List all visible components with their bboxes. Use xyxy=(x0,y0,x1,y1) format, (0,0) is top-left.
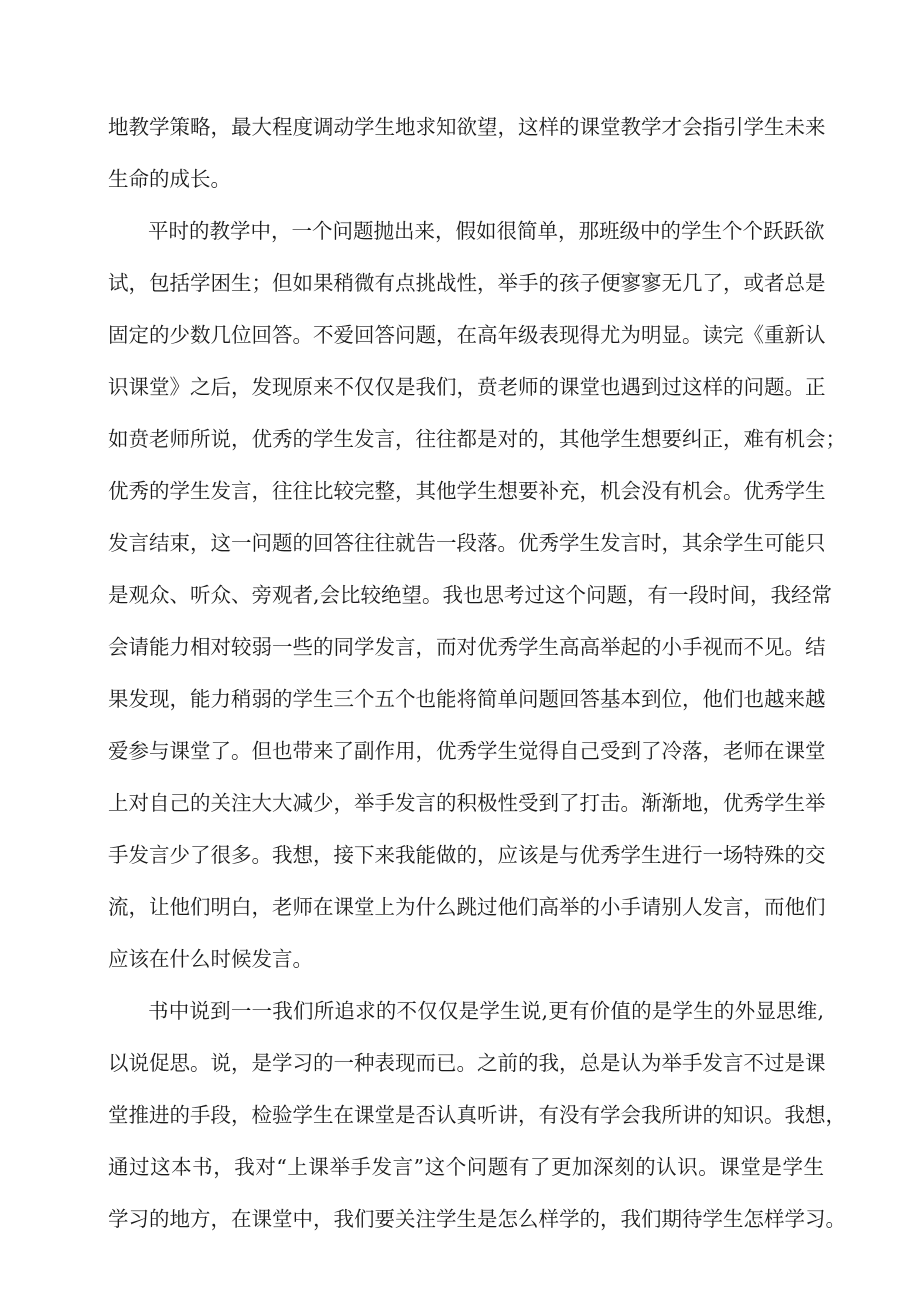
paragraph-1-line-1: 地教学策略，最大程度调动学生地求知欲望，这样的课堂教学才会指引学生未来 xyxy=(108,115,826,139)
paragraph-2-line-10: 果发现，能力稍弱的学生三个五个也能将简单问题回答基本到位，他们也越来越 xyxy=(108,687,826,711)
paragraph-2-line-15: 应该在什么时候发言。 xyxy=(108,947,313,971)
paragraph-1-line-2: 生命的成长。 xyxy=(108,167,231,191)
paragraph-2-line-3: 固定的少数几位回答。不爱回答问题，在高年级表现得尤为明显。读完《重新认 xyxy=(108,323,826,347)
paragraph-3-line-3: 堂推进的手段，检验学生在课堂是否认真听讲，有没有学会我所讲的知识。我想， xyxy=(108,1103,846,1127)
paragraph-2-line-6: 优秀的学生发言，往往比较完整，其他学生想要补充，机会没有机会。优秀学生 xyxy=(108,479,826,503)
paragraph-3-line-4: 通过这本书，我对“上课举手发言”这个问题有了更加深刻的认识。课堂是学生 xyxy=(108,1155,824,1179)
paragraph-3-line-5: 学习的地方，在课堂中，我们要关注学生是怎么样学的，我们期待学生怎样学习。 xyxy=(108,1207,846,1231)
paragraph-2-line-11: 爱参与课堂了。但也带来了副作用，优秀学生觉得自己受到了冷落，老师在课堂 xyxy=(108,739,826,763)
paragraph-2-line-14: 流，让他们明白，老师在课堂上为什么跳过他们高举的小手请别人发言，而他们 xyxy=(108,895,826,919)
paragraph-2-line-1: 平时的教学中，一个问题抛出来，假如很简单，那班级中的学生个个跃跃欲 xyxy=(148,219,825,243)
paragraph-3-line-2: 以说促思。说，是学习的一种表现而已。之前的我，总是认为举手发言不过是课 xyxy=(108,1051,826,1075)
paragraph-3-line-1: 书中说到一一我们所追求的不仅仅是学生说,更有价值的是学生的外显思维, xyxy=(148,999,824,1023)
paragraph-2-line-13: 手发言少了很多。我想，接下来我能做的，应该是与优秀学生进行一场特殊的交 xyxy=(108,843,826,867)
paragraph-2-line-4: 识课堂》之后，发现原来不仅仅是我们，贲老师的课堂也遇到过这样的问题。正 xyxy=(108,375,826,399)
paragraph-2-line-2: 试，包括学困生；但如果稍微有点挑战性，举手的孩子便寥寥无几了，或者总是 xyxy=(108,271,826,295)
document-page xyxy=(108,0,846,1301)
paragraph-2-line-12: 上对自己的关注大大减少，举手发言的积极性受到了打击。渐渐地，优秀学生举 xyxy=(108,791,826,815)
paragraph-2-line-9: 会请能力相对较弱一些的同学发言，而对优秀学生高高举起的小手视而不见。结 xyxy=(108,635,826,659)
paragraph-2-line-8: 是观众、听众、旁观者,会比较绝望。我也思考过这个问题，有一段时间，我经常 xyxy=(108,583,833,607)
paragraph-2-line-7: 发言结束，这一问题的回答往往就告一段落。优秀学生发言时，其余学生可能只 xyxy=(108,531,826,555)
paragraph-2-line-5: 如贲老师所说，优秀的学生发言，往往都是对的，其他学生想要纠正，难有机会； xyxy=(108,427,846,451)
